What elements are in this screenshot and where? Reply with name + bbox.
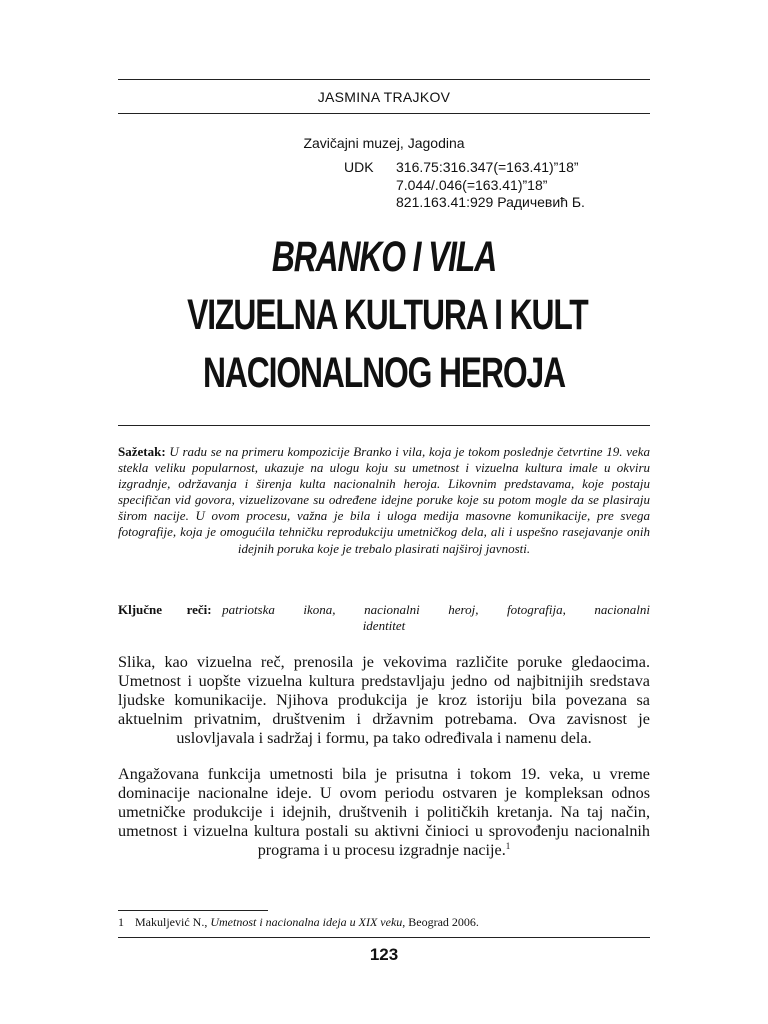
footnote-number: 1 [118, 915, 124, 929]
footnote-title: Umetnost i nacionalna ideja u XIX veku [210, 915, 403, 929]
footnote-rule [118, 910, 268, 911]
footnote-reference[interactable]: 1 [505, 841, 511, 851]
body-paragraph: Slika, kao vizuelna reč, prenosila je vekovima različite poruke gledaocima. Umetnost i uopšte vizuelna kultura predstavljaju jedno od najbitnijih sredstava ljudske komunikacije. Njihova produkcija je kroz istoriju bila povezana sa aktuelnim privatnim, društvenim i državnim potrebama. Ova zavisnost je uslovljavala i sadržaj i formu, pa tako određivala i namenu dela. [118, 653, 650, 747]
udk-code-line: 821.163.41:929 Радичевић Б. [396, 194, 585, 210]
keywords-label: Ključne reči: [118, 602, 212, 617]
footnote-rest: , Beograd 2006. [402, 915, 479, 929]
udk-label: UDK [344, 159, 374, 175]
body-paragraph [118, 765, 650, 860]
author-name: JASMINA TRAJKOV [317, 89, 451, 105]
affiliation: Zavičajni muzej, Jagodina [303, 135, 465, 151]
abstract [118, 444, 650, 557]
title-line: NACIONALNOG HEROJA [203, 349, 565, 397]
body-paragraph-text: Angažovana funkcija umetnosti bila je prisutna i tokom 19. veka, u vreme dominacije nacionalne ideje. U ovom periodu ostvaren je kompleksan odnos umetničke produkcije i idejnih, društvenih i političkih kretanja. Na taj način, umetnost i vizuelna kultura postali su aktivni činioci u sprovođenju nacionalnih programa i u procesu izgradnje nacije. [118, 765, 650, 859]
abstract-text: U radu se na primeru kompozicije Branko i vila, koja je tokom poslednje četvrtine 19. veka stekla veliku popularnost, ukazuje na ulogu koju su umetnost i vizuelna kultura imale u okviru izgradnje, održavanja i širenja kulta nacionalnih heroja. Likovnim predstavama, koje postaju specifičan vid govora, vizuelizovane su određene idejne poruke koje su potom mogle da se plasiraju širom nacije. U ovom procesu, važna je bila i uloga medija masovne komunikacije, pre svega fotografije, koja je omogućila tehničku reprodukciju umetničkog dela, ali i uspešno rasejavanje onih idejnih poruka koje je trebalo plasirati najširoj javnosti. [118, 444, 651, 556]
udk-code-line: 7.044/.046(=163.41)”18” [396, 176, 548, 193]
abstract-label: Sažetak: [118, 444, 166, 459]
page-number: 123 [369, 945, 399, 964]
header-rule [118, 113, 650, 114]
title-line: VIZUELNA KULTURA I KULT [187, 291, 588, 339]
article-title [118, 228, 650, 402]
footnote-author: Makuljević N., [135, 915, 208, 929]
footer-rule [118, 937, 650, 938]
title-rule [118, 425, 650, 426]
title-line: BRANKO I VILA [271, 233, 497, 281]
udk-classification [344, 159, 585, 212]
footnote [118, 915, 650, 930]
udk-codes [396, 159, 585, 212]
udk-code-line: 316.75:316.347(=163.41)”18” [396, 159, 579, 175]
keywords-text: patriotska ikona, nacionalni heroj, fotografija, nacionalni identitet [222, 602, 650, 633]
top-rule [118, 79, 650, 80]
keywords [118, 602, 650, 634]
